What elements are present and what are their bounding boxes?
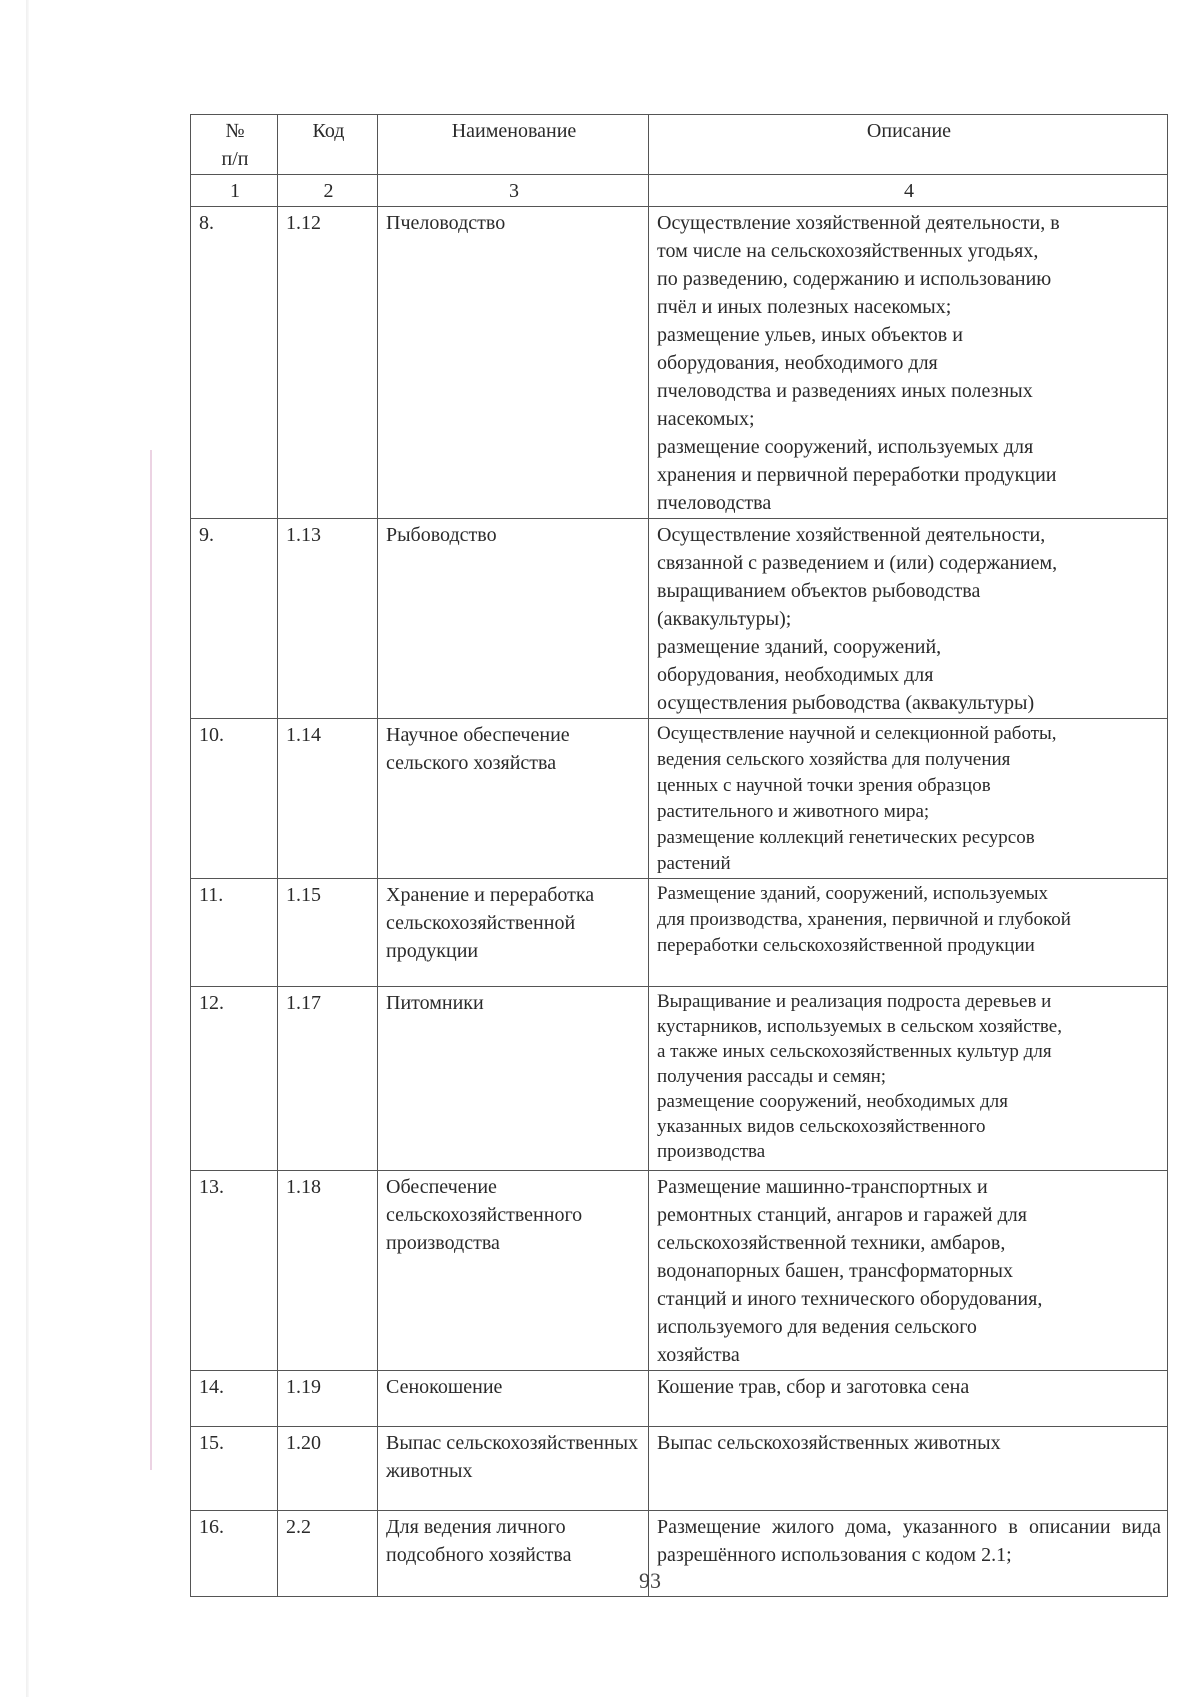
description-line: Выращивание и реализация подроста деревьев и <box>657 991 1052 1012</box>
description-line: ценных с научной точки зрения образцов <box>657 775 991 796</box>
description-line: переработки сельскохозяйственной продукции <box>657 935 1035 956</box>
row-number: 12. <box>191 987 278 1171</box>
table-row <box>191 1171 1168 1371</box>
description-line: Осуществление хозяйственной деятельности, в <box>657 212 1060 234</box>
description-line: станций и иного технического оборудования, <box>657 1288 1043 1310</box>
row-number: 16. <box>191 1511 278 1597</box>
description-line: связанной с разведением и (или) содержанием, <box>657 552 1058 574</box>
row-description <box>649 207 1168 519</box>
description-line: оборудования, необходимых для <box>657 664 934 686</box>
description-line: Осуществление научной и селекционной работы, <box>657 723 1057 744</box>
description-line: том числе на сельскохозяйственных угодьях, <box>657 240 1039 262</box>
row-name: Обеспечение сельскохозяйственного производства <box>378 1171 649 1371</box>
row-description <box>649 1371 1168 1427</box>
description-line: а также иных сельскохозяйственных культур для <box>657 1041 1052 1062</box>
description-line: для производства, хранения, первичной и глубокой <box>657 909 1071 930</box>
description-line: пчеловодства и разведениях иных полезных <box>657 380 1033 402</box>
header-number: № п/п <box>191 115 278 175</box>
row-code: 1.14 <box>278 719 378 879</box>
scan-edge-shadow <box>26 0 29 1697</box>
header-code: Код <box>278 115 378 175</box>
row-name: Питомники <box>378 987 649 1171</box>
header-name: Наименование <box>378 115 649 175</box>
row-description: Размещение жилого дома, указанного в описании вида разрешённого использования с кодом 2.1; <box>649 1511 1168 1597</box>
row-name: Выпас сельскохозяйственных животных <box>378 1427 649 1511</box>
description-line: хозяйства <box>657 1344 740 1366</box>
description-line: размещение ульев, иных объектов и <box>657 324 963 346</box>
column-number: 4 <box>649 175 1168 207</box>
description-line: указанных видов сельскохозяйственного <box>657 1116 986 1137</box>
description-line: используемого для ведения сельского <box>657 1316 977 1338</box>
description-line: Кошение трав, сбор и заготовка сена <box>657 1376 970 1398</box>
table-row <box>191 1371 1168 1427</box>
row-description <box>649 519 1168 719</box>
description-line: Размещение зданий, сооружений, используемых <box>657 883 1049 904</box>
description-line: выращиванием объектов рыбоводства <box>657 580 981 602</box>
column-number: 2 <box>278 175 378 207</box>
description-line: по разведению, содержанию и использованию <box>657 268 1052 290</box>
description-line: хранения и первичной переработки продукции <box>657 464 1057 486</box>
description-line: кустарников, используемых в сельском хозяйстве, <box>657 1016 1062 1037</box>
table-row <box>191 987 1168 1171</box>
description-line: размещение сооружений, необходимых для <box>657 1091 1008 1112</box>
row-name: Пчеловодство <box>378 207 649 519</box>
description-line: размещение коллекций генетических ресурсов <box>657 827 1035 848</box>
row-description <box>649 987 1168 1171</box>
row-name: Рыбоводство <box>378 519 649 719</box>
row-code: 1.20 <box>278 1427 378 1511</box>
table-header-row <box>191 115 1168 175</box>
land-use-table <box>190 114 1168 1597</box>
row-code: 1.12 <box>278 207 378 519</box>
column-numbers-row <box>191 175 1168 207</box>
row-code: 1.13 <box>278 519 378 719</box>
description-line: (аквакультуры); <box>657 608 792 630</box>
description-line: Размещение машинно-транспортных и <box>657 1176 988 1198</box>
row-code: 1.19 <box>278 1371 378 1427</box>
row-description <box>649 879 1168 987</box>
description-line: ведения сельского хозяйства для получения <box>657 749 1011 770</box>
row-number: 9. <box>191 519 278 719</box>
table-row <box>191 1427 1168 1511</box>
row-number: 11. <box>191 879 278 987</box>
row-name: Для ведения личного подсобного хозяйства <box>378 1511 649 1597</box>
description-line: производства <box>657 1141 766 1162</box>
row-code: 1.15 <box>278 879 378 987</box>
row-number: 15. <box>191 1427 278 1511</box>
row-number: 13. <box>191 1171 278 1371</box>
row-code: 1.18 <box>278 1171 378 1371</box>
page-number: 93 <box>639 1568 661 1593</box>
row-number: 14. <box>191 1371 278 1427</box>
row-code: 1.17 <box>278 987 378 1171</box>
row-number: 10. <box>191 719 278 879</box>
description-line: Выпас сельскохозяйственных животных <box>657 1432 1001 1454</box>
row-number: 8. <box>191 207 278 519</box>
description-line: размещение сооружений, используемых для <box>657 436 1034 458</box>
description-line: насекомых; <box>657 408 755 430</box>
row-description <box>649 1427 1168 1511</box>
row-description <box>649 1171 1168 1371</box>
table-row <box>191 519 1168 719</box>
description-line: размещение зданий, сооружений, <box>657 636 942 658</box>
description-line: растений <box>657 853 731 874</box>
row-name: Научное обеспечение сельского хозяйства <box>378 719 649 879</box>
row-name: Хранение и переработка сельскохозяйственной продукции <box>378 879 649 987</box>
description-line: сельскохозяйственной техники, амбаров, <box>657 1232 1006 1254</box>
margin-mark <box>150 450 152 1470</box>
description-line: получения рассады и семян; <box>657 1066 887 1087</box>
description-line: осуществления рыбоводства (аквакультуры) <box>657 692 1035 714</box>
description-line: пчёл и иных полезных насекомых; <box>657 296 952 318</box>
header-description: Описание <box>649 115 1168 175</box>
description-line: пчеловодства <box>657 492 772 514</box>
description-line: растительного и животного мира; <box>657 801 930 822</box>
description-line: оборудования, необходимого для <box>657 352 938 374</box>
row-description <box>649 719 1168 879</box>
description-line: Осуществление хозяйственной деятельности, <box>657 524 1046 546</box>
table-row <box>191 207 1168 519</box>
description-line: водонапорных башен, трансформаторных <box>657 1260 1013 1282</box>
table-row <box>191 719 1168 879</box>
description-line: ремонтных станций, ангаров и гаражей для <box>657 1204 1027 1226</box>
table-row <box>191 879 1168 987</box>
row-code: 2.2 <box>278 1511 378 1597</box>
column-number: 1 <box>191 175 278 207</box>
row-name: Сенокошение <box>378 1371 649 1427</box>
column-number: 3 <box>378 175 649 207</box>
